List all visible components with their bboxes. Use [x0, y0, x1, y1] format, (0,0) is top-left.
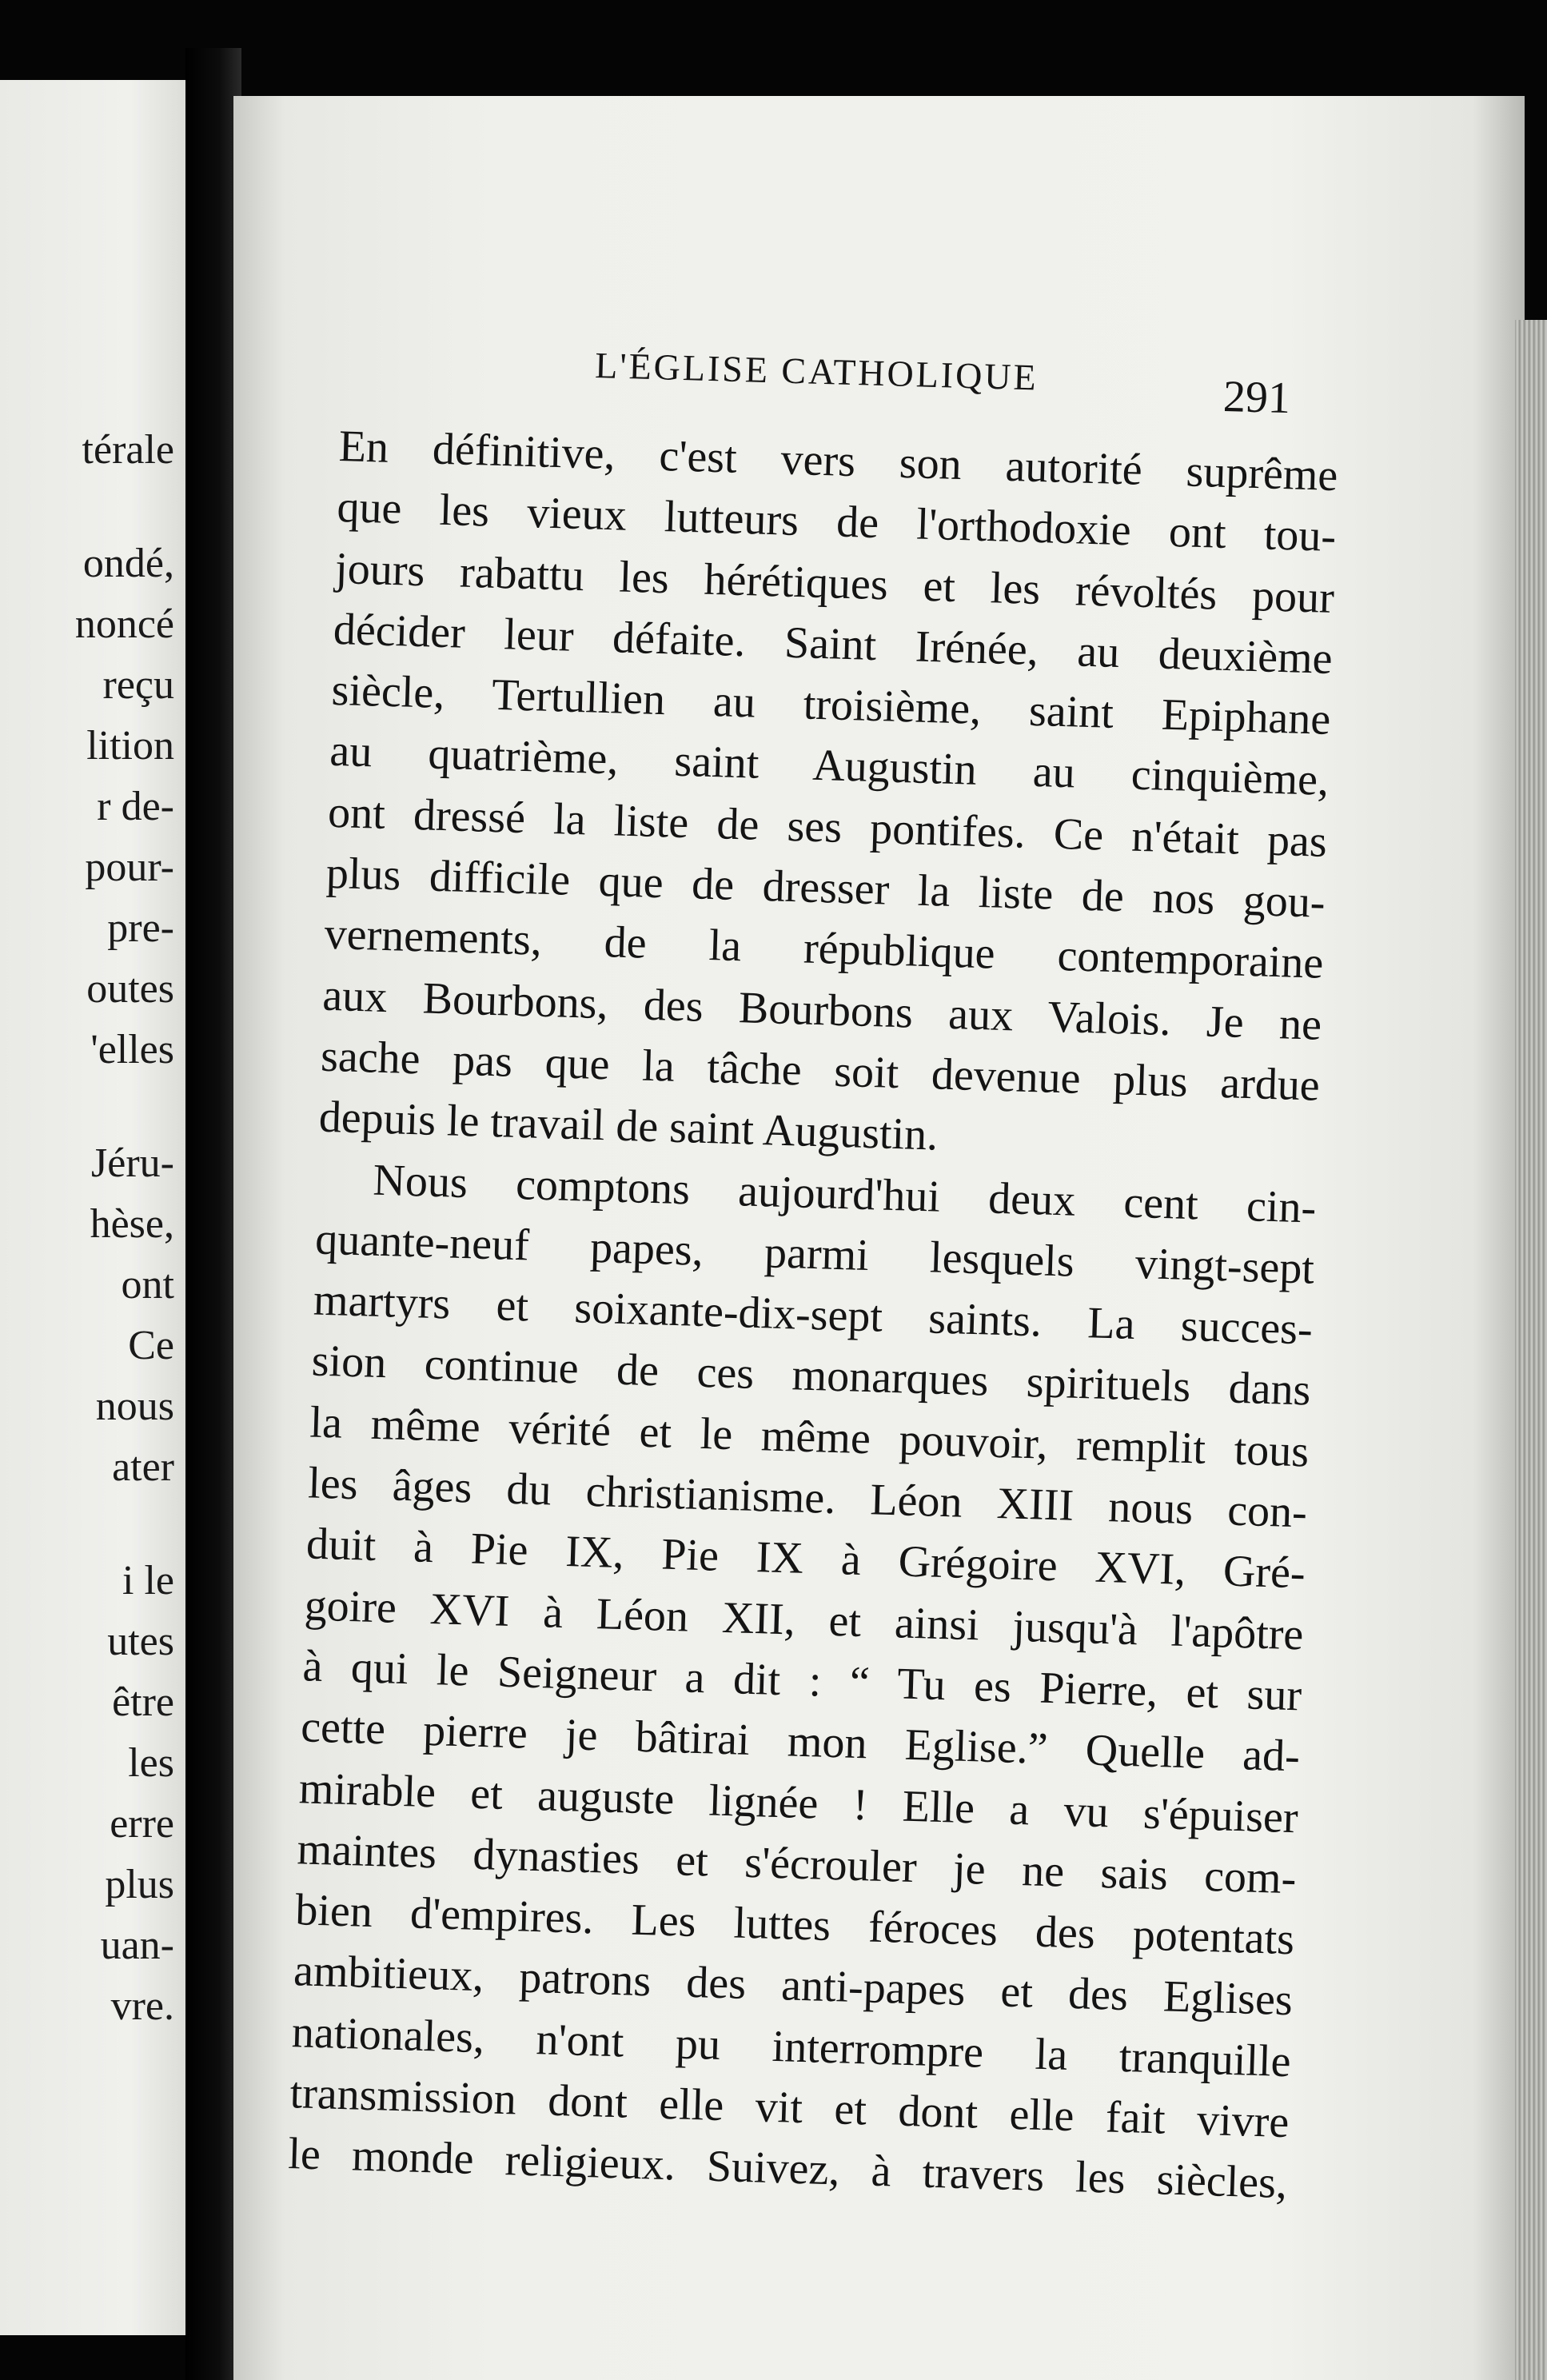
previous-page-line: utes — [107, 1619, 174, 1664]
previous-page-line: Ce — [128, 1323, 174, 1368]
text-line: jours rabattu les hérétiques et les révoltés pour — [334, 543, 1335, 623]
text-line: nationales, n'ont pu interrompre la tranquille — [291, 2007, 1292, 2086]
previous-page-line: ondé, — [82, 541, 174, 586]
previous-page-line: être — [112, 1679, 174, 1725]
text-line: maintes dynasties et s'écrouler je ne sais com- — [296, 1824, 1298, 1904]
text-line: duit à Pie IX, Pie IX à Grégoire XVI, Gré- — [305, 1519, 1306, 1599]
text-line: Nous comptons aujourd'hui deux cent cin- — [372, 1155, 1318, 1233]
previous-page-fragment — [0, 80, 185, 2335]
text-line: au quatrième, saint Augustin au cinquième, — [329, 726, 1330, 806]
text-line: sache pas que la tâche soit devenue plus ardue — [320, 1031, 1321, 1111]
text-line: goire XVI à Léon XII, et ainsi jusqu'à l'apôtre — [303, 1579, 1305, 1660]
previous-page-line: erre — [110, 1801, 174, 1847]
text-line: siècle, Tertullien au troisième, saint Epiphane — [330, 665, 1332, 745]
previous-page-line: uan- — [100, 1923, 174, 1968]
previous-page-line: vre. — [110, 1983, 174, 2029]
text-line: décider leur défaite. Saint Irénée, au deuxième — [333, 604, 1334, 684]
text-line: transmission dont elle vit et dont elle fait vivre — [289, 2068, 1290, 2148]
previous-page-line: r de- — [97, 784, 174, 829]
text-line: martyrs et soixante-dix-sept saints. La succes- — [313, 1275, 1314, 1355]
page-body-text — [287, 416, 1338, 2214]
previous-page-line — [75, 481, 174, 533]
previous-page-line: pre- — [107, 905, 174, 951]
previous-page-line: i le — [122, 1558, 174, 1603]
previous-page-line: les — [128, 1740, 174, 1786]
previous-page-line: ater — [112, 1444, 174, 1490]
previous-page-line: outes — [86, 966, 174, 1012]
text-line: ont dressé la liste de ses pontifes. Ce n'était pas — [327, 787, 1328, 867]
text-line: cette pierre je bâtirai mon Eglise.” Quelle ad- — [300, 1702, 1301, 1782]
text-line: le monde religieux. Suivez, à travers les siècles, — [287, 2129, 1288, 2209]
previous-page-line: noncé — [74, 601, 174, 647]
previous-page-line: pour- — [85, 845, 174, 890]
previous-page-line: ont — [121, 1262, 174, 1308]
text-line: la même vérité et le même pouvoir, remplit tous — [309, 1397, 1310, 1477]
previous-page-line: reçu — [102, 662, 174, 708]
previous-page-line: 'elles — [90, 1027, 174, 1072]
text-line: mirable et auguste lignée ! Elle a vu s'épuiser — [298, 1763, 1299, 1843]
text-line: plus difficile que de dresser la liste de nos gou- — [325, 848, 1326, 928]
page-edges — [1515, 320, 1547, 2380]
text-line: aux Bourbons, des Bourbons aux Valois. Je ne — [321, 970, 1322, 1050]
text-line: que les vieux lutteurs de l'orthodoxie ont tou- — [336, 482, 1337, 562]
text-line: quante-neuf papes, parmi lesquels vingt-sept — [314, 1214, 1315, 1294]
text-line: En définitive, c'est vers son autorité suprême — [337, 421, 1339, 501]
previous-page-text — [75, 420, 174, 2037]
previous-page-line: nous — [95, 1384, 174, 1429]
text-line: à qui le Seigneur a dit : “ Tu es Pierre, et sur — [301, 1641, 1302, 1721]
text-line: depuis le travail de saint Augustin. — [318, 1092, 939, 1160]
previous-page-line — [75, 1498, 174, 1551]
previous-page-line: térale — [82, 427, 174, 473]
text-line: les âges du christianisme. Léon XIII nous con- — [307, 1458, 1308, 1538]
previous-page-line: Jéru- — [91, 1140, 174, 1186]
previous-page-line — [75, 1080, 174, 1133]
previous-page-line: plus — [105, 1862, 174, 1907]
running-head: L'ÉGLISE CATHOLIQUE — [594, 344, 1039, 398]
text-line: sion continue de ces monarques spirituels dans — [311, 1336, 1312, 1416]
page-number: 291 — [1222, 371, 1291, 424]
text-line: vernements, de la république contemporaine — [323, 909, 1325, 989]
previous-page-line: lition — [86, 723, 174, 769]
text-line: ambitieux, patrons des anti-papes et des Eglises — [293, 1946, 1294, 2026]
text-line: bien d'empires. Les luttes féroces des potentats — [294, 1885, 1295, 1965]
previous-page-line: hèse, — [90, 1201, 174, 1247]
